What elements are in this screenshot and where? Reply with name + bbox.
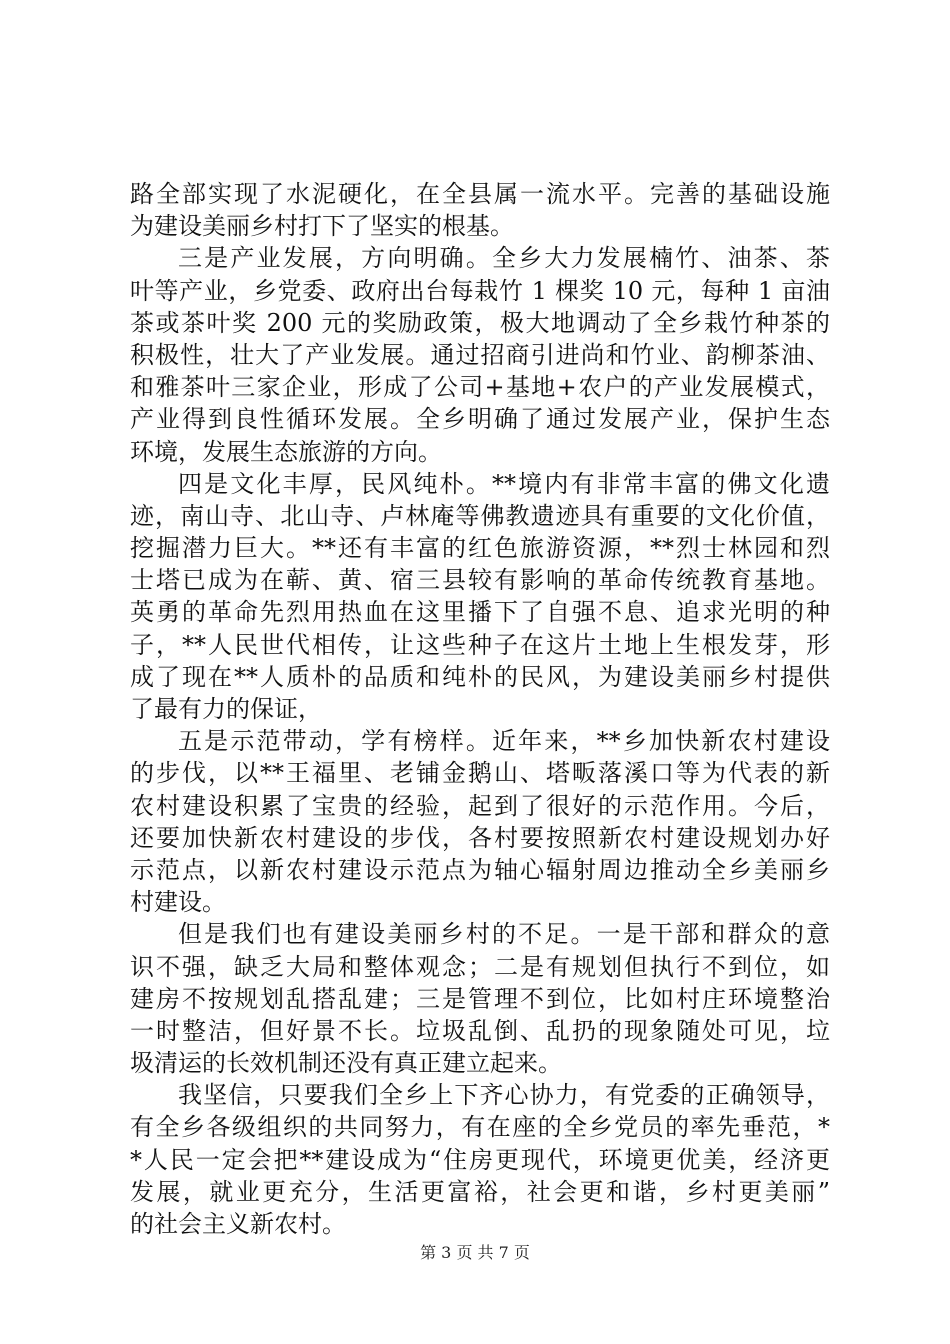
text-line: 路全部实现了水泥硬化，在全县属一流水平。完善的基础设施 [130,180,830,208]
text-line: 积极性，壮大了产业发展。通过招商引进尚和竹业、韵柳茶油、 [130,340,830,369]
text-line: 的步伐，以**王福里、老铺金鹅山、塔畈落溪口等为代表的新 [130,759,830,788]
text-line: 叶等产业，乡党委、政府出台每栽竹 1 棵奖 10 元，每种 1 亩油 [130,276,830,305]
text-line: 发展，就业更充分，生活更富裕，社会更和谐，乡村更美丽” [130,1177,830,1206]
text-line: 圾清运的长效机制还没有真正建立起来。 [130,1049,562,1078]
text-line: 和雅茶叶三家企业，形成了公司+基地+农户的产业发展模式， [130,373,830,402]
text-line: 农村建设积累了宝贵的经验，起到了很好的示范作用。今后， [130,791,830,820]
text-line: 英勇的革命先烈用热血在这里播下了自强不息、追求光明的种 [130,598,830,627]
document-body [130,178,830,1240]
paragraph-start-line: 我坚信，只要我们全乡上下齐心协力，有党委的正确领导， [178,1081,830,1110]
text-line: *人民一定会把**建设成为“住房更现代，环境更优美，经济更 [130,1145,830,1174]
text-line: 建房不按规划乱搭乱建；三是管理不到位，比如村庄环境整治 [130,984,830,1013]
text-line: 一时整洁，但好景不长。垃圾乱倒、乱扔的现象随处可见，垃 [130,1016,830,1045]
paragraph-start-line: 但是我们也有建设美丽乡村的不足。一是干部和群众的意 [178,920,830,949]
paragraph-start-line: 四是文化丰厚，民风纯朴。**境内有非常丰富的佛文化遗 [178,469,830,498]
text-line: 示范点，以新农村建设示范点为轴心辐射周边推动全乡美丽乡 [130,855,830,884]
paragraph-start-line: 五是示范带动，学有榜样。近年来，**乡加快新农村建设 [178,727,830,756]
text-line: 子，**人民世代相传，让这些种子在这片土地上生根发芽，形 [130,630,830,659]
text-line: 环境，发展生态旅游的方向。 [130,437,442,466]
text-line: 还要加快新农村建设的步伐，各村要按照新农村建设规划办好 [130,823,830,852]
text-line: 有全乡各级组织的共同努力，有在座的全乡党员的率先垂范，* [130,1113,830,1142]
text-line: 为建设美丽乡村打下了坚实的根基。 [130,212,514,241]
text-line: 挖掘潜力巨大。**还有丰富的红色旅游资源，**烈士林园和烈 [130,534,830,563]
text-line: 了最有力的保证， [130,695,322,723]
text-line: 士塔已成为在蕲、黄、宿三县较有影响的革命传统教育基地。 [130,566,830,595]
text-line: 茶或茶叶奖 200 元的奖励政策，极大地调动了全乡栽竹种茶的 [130,308,830,337]
paragraph-start-line: 三是产业发展，方向明确。全乡大力发展楠竹、油茶、茶 [178,244,830,273]
text-line: 迹，南山寺、北山寺、卢林庵等佛教遗迹具有重要的文化价值， [130,501,830,530]
text-line: 识不强，缺乏大局和整体观念；二是有规划但执行不到位，如 [130,952,830,981]
page-number-footer: 第 3 页 共 7 页 [420,1243,530,1262]
text-line: 成了现在**人质朴的品质和纯朴的民风，为建设美丽乡村提供 [130,662,830,691]
text-line: 的社会主义新农村。 [130,1210,346,1238]
text-line: 产业得到良性循环发展。全乡明确了通过发展产业，保护生态 [130,405,830,434]
text-line: 村建设。 [130,888,226,917]
